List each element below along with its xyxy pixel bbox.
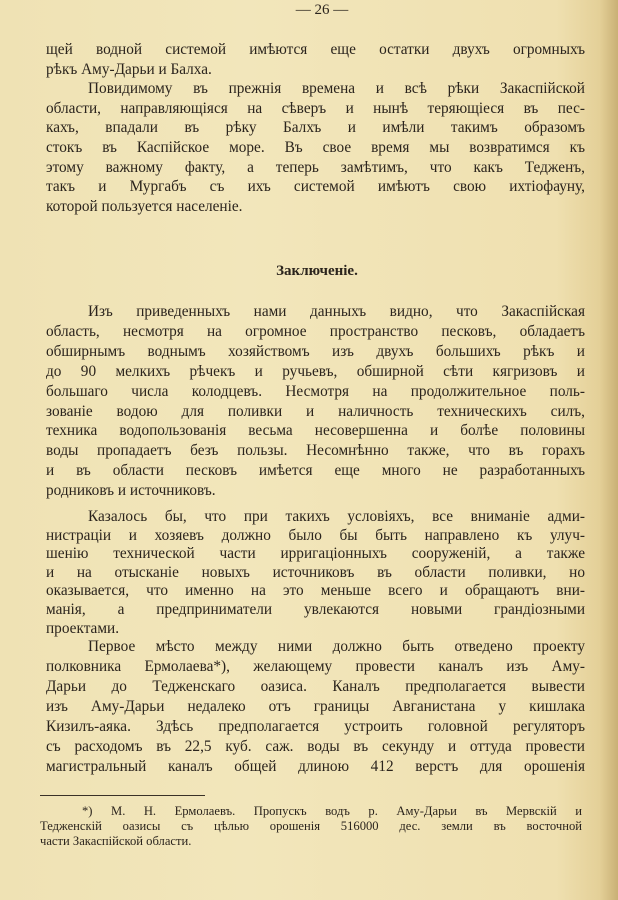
paragraph-conclusion-3 — [46, 637, 585, 777]
text-line: Казалось бы, что при такихъ условіяхъ, все вниманіе адми- — [88, 508, 585, 525]
text-line: Тедженскій оазисы съ цѣлью орошенія 516000 дес. земли въ восточной — [40, 819, 582, 833]
text-line: обширнымъ воднымъ хозяйствомъ изъ двухъ большихъ рѣкъ и — [46, 342, 585, 360]
text-line: воды пропадаетъ безъ пользы. Несомнѣнно также, что въ горахъ — [46, 442, 585, 460]
paragraph-conclusion-1 — [46, 302, 585, 501]
text-line: зованіе водою для поливки и наличность техническихъ силъ, — [46, 402, 585, 420]
text-line: области, направляющіяся на сѣверъ и нынѣ теряющіеся въ пес- — [46, 99, 585, 117]
footnote-divider — [40, 795, 205, 796]
text-line: Повидимому въ прежнія времена и всѣ рѣки Закаспійской — [88, 80, 585, 98]
paragraph-intro — [46, 40, 585, 216]
text-line: стокъ въ Каспійское море. Въ свое время мы возвратимся къ — [46, 138, 585, 156]
text-line: и на отысканіе новыхъ источниковъ въ области поливки, но — [46, 563, 585, 581]
text-line: манія, а предприниматели увлекаются новыми грандіозными — [46, 600, 585, 618]
text-line: магистральный каналъ общей длиною 412 верстъ для орошенія — [46, 758, 585, 775]
text-line: нистраціи и хозяевъ должно было бы быть направлено къ улуч- — [46, 526, 585, 544]
text-line: область, несмотря на огромное пространство песковъ, обладаетъ — [46, 322, 585, 340]
paragraph-conclusion-2 — [46, 508, 585, 638]
footnote — [40, 804, 582, 849]
text-line: *) М. Н. Ермолаевъ. Пропускъ водъ р. Аму-Дарьи въ Мервскій и — [82, 804, 582, 818]
text-line: оказывается, что именно на это меньше всего и обращаютъ вни- — [46, 582, 585, 600]
text-line: полковника Ермолаева*), желающему провести каналъ изъ Аму- — [46, 658, 585, 675]
text-line: техника водопользованія весьма несовершенна и болѣе половины — [46, 422, 585, 440]
text-line: такъ и Мургабъ съ ихъ системой имѣютъ свою ихтіофауну, — [46, 178, 585, 196]
text-line: Первое мѣсто между ними должно быть отведено проекту — [88, 638, 585, 655]
text-line: Кизилъ-аяка. Здѣсь предполагается устроить головной регуляторъ — [46, 718, 585, 735]
text-line: Дарьи до Тедженскаго оазиса. Каналъ предполагается вывести — [46, 678, 585, 695]
text-line: щей водной системой имѣются еще остатки двухъ огромныхъ — [46, 41, 585, 58]
text-line: рѣкъ Аму-Дарьи и Балха. — [46, 60, 212, 78]
text-line: до 90 мелкихъ рѣчекъ и ручьевъ, обширной сѣти кягризовъ и — [46, 362, 585, 380]
text-line: части Закаспійской области. — [40, 834, 192, 848]
text-line: Изъ приведенныхъ нами данныхъ видно, что Закаспійская — [88, 303, 585, 320]
text-line: которой пользуется населеніе. — [46, 197, 243, 215]
section-heading: Заключеніе. — [276, 263, 358, 279]
text-line: шенію технической части ирригаціонныхъ сооруженій, а также — [46, 545, 585, 563]
text-line: съ расходомъ въ 22,5 куб. саж. воды въ секунду и оттуда провести — [46, 738, 585, 755]
text-line: проектами. — [46, 619, 120, 637]
text-line: и въ области песковъ имѣется еще много не разработанныхъ — [46, 462, 585, 480]
text-line: изъ Аму-Дарьи недалеко отъ границы Авганистана у кишлака — [46, 698, 585, 715]
text-line: кахъ, впадали въ рѣку Балхъ и имѣли такимъ образомъ — [46, 119, 585, 137]
text-line: этому важному факту, а теперь замѣтимъ, что какъ Тедженъ, — [46, 158, 585, 176]
text-line: большаго числа колодцевъ. Несмотря на продолжительное поль- — [46, 382, 585, 400]
text-line: родниковъ и источниковъ. — [46, 482, 216, 500]
page-number: — 26 — — [295, 2, 349, 18]
